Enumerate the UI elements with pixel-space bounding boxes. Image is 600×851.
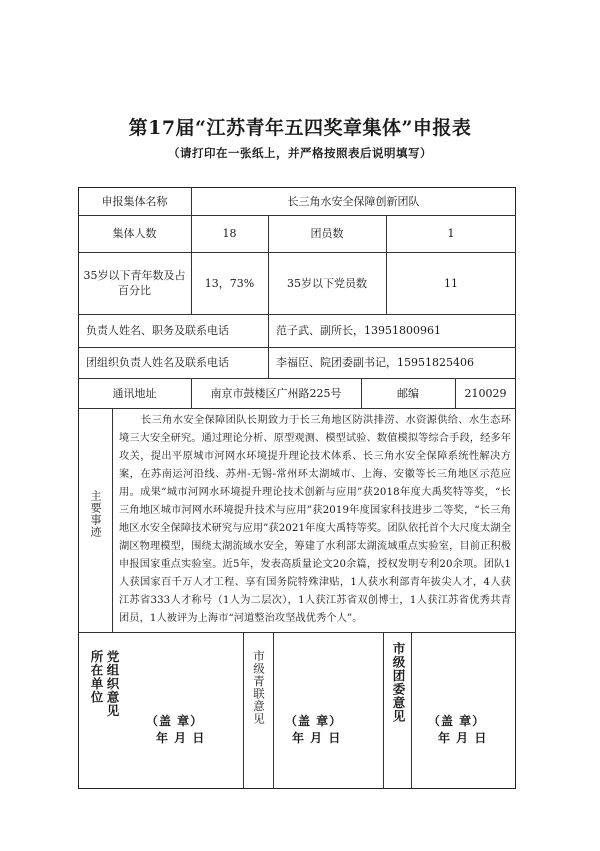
youth-federation-date: 年 月 日 bbox=[292, 731, 342, 745]
col-divider bbox=[273, 632, 274, 789]
applicant-name-label: 申报集体名称 bbox=[101, 194, 168, 208]
address-label: 通讯地址 bbox=[112, 386, 157, 400]
col-divider bbox=[243, 632, 244, 789]
col-divider bbox=[411, 632, 412, 789]
applicant-name-value: 长三角水安全保障创新团队 bbox=[287, 194, 420, 208]
row-divider bbox=[78, 632, 516, 633]
league-leader-value: 李福臣、院团委副书记，15951825406 bbox=[276, 356, 474, 369]
postcode-value: 210029 bbox=[464, 386, 507, 400]
youth-federation-opinion-label: 市级青联意见 bbox=[252, 650, 266, 725]
leader-label: 负责人姓名、职务及联系电话 bbox=[86, 324, 229, 337]
leader-value: 范子武、副所长，13951800961 bbox=[276, 324, 441, 337]
unit-label: 所在单位 bbox=[89, 650, 104, 704]
row-divider bbox=[78, 408, 516, 409]
member-count-label: 集体人数 bbox=[112, 227, 157, 240]
form-title: 第17届“江苏青年五四奖章集体”申报表 bbox=[128, 117, 472, 139]
league-committee-opinion-label: 市级团委意见 bbox=[391, 642, 406, 723]
deeds-label: 主要事迹 bbox=[89, 490, 102, 538]
league-committee-date: 年 月 日 bbox=[438, 731, 488, 745]
youth-count-label: 35岁以下青年数及占百分比 bbox=[83, 269, 186, 297]
youth-count-value: 13，73% bbox=[204, 276, 255, 290]
league-leader-label: 团组织负责人姓名及联系电话 bbox=[86, 356, 229, 369]
col-divider bbox=[383, 632, 384, 789]
deeds-text: 长三角水安全保障团队长期致力于长三角地区防洪排涝、水资源供给、水生态环境三大安全研究。通过理论分析、原型观测、模型试验、数值模拟等综合手段，经多年攻关，提出平原城市河网水环境提升理论技术体系、长三角水安全保障系统性解决方案，在苏南运河沿线、苏州-无锡-常州环太湖城市、上海、安徽等长三角地区示范应用。成果“城市河网水环境提升理论技术创新与应用”获2018年度大禹奖特等奖，“长三角地区城市河网水环境提升技术与应用”获2019年度国家科技进步二等奖，“长三角地区水安全保障技术研究与应用”获2021年度大禹特等奖。团队依托首个大尺度太湖全湖区物理模型，围绕太湖流域水安全，筹建了水利部太湖流域重点实验室，目前正积极申报国家重点实验室。近5年，发表高质量论文20余篇，授权发明专利20余项。团队1人获国家百千万人才工程、享有国务院特殊津贴，1人获水利部青年拔尖人才，4人获江苏省333人才称号（1人为二层次），1人获江苏省双创博士，1人获江苏省优秀共青团员，1人被评为上海市“河道整治攻坚战优秀个人”。 bbox=[119, 415, 511, 624]
unit-date: 年 月 日 bbox=[156, 731, 206, 745]
form-subtitle: （请打印在一张纸上，并严格按照表后说明填写） bbox=[168, 146, 432, 160]
league-member-label: 团员数 bbox=[310, 227, 344, 240]
party-member-label: 35岁以下党员数 bbox=[287, 276, 367, 290]
address-value: 南京市鼓楼区广州路225号 bbox=[210, 386, 342, 400]
postcode-label: 邮编 bbox=[397, 386, 419, 400]
party-member-value: 11 bbox=[444, 276, 458, 290]
member-count-value: 18 bbox=[222, 227, 237, 240]
col-divider bbox=[112, 408, 113, 632]
league-member-value: 1 bbox=[447, 227, 455, 240]
party-org-opinion-label: 党组织意见 bbox=[105, 650, 120, 718]
youth-federation-seal: （盖 章） bbox=[285, 714, 343, 728]
unit-seal: （盖 章） bbox=[146, 714, 204, 728]
league-committee-seal: （盖 章） bbox=[428, 714, 486, 728]
